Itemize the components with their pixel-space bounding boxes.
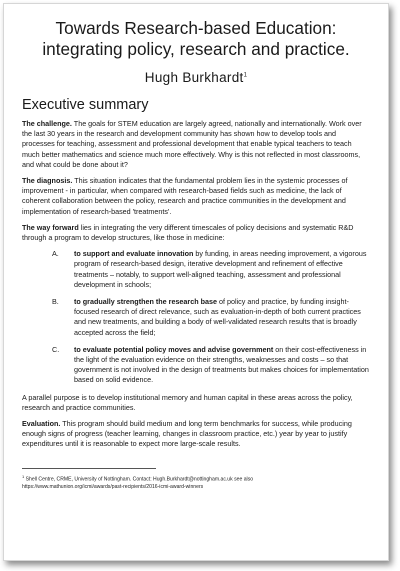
document-page	[3, 3, 389, 561]
list-item: A. to support and evaluate innovation by funding, in areas needing improvement, a vigorous program of research-based design, iterative development and refinement of effective treatments – notably, to support well-aligned teaching, assessment and professional development in schools;	[52, 249, 367, 289]
list-marker: A.	[52, 249, 59, 259]
title-line-1: Towards Research-based Education:	[55, 18, 337, 38]
list-marker: C.	[52, 344, 60, 354]
paragraph-evaluation: Evaluation. This program should build medium and long term benchmarks for success, while producing enough signs of progress (teacher learning, changes in classroom practice, etc.) year by year to justify expenditures until it is reasonable to expect more large-scale results.	[22, 419, 352, 449]
title-line-2: integrating policy, research and practice.	[42, 39, 350, 59]
paragraph-parallel-purpose: A parallel purpose is to develop institutional memory and human capital in these areas across the policy, research and practice communities.	[22, 392, 353, 412]
structures-list	[22, 249, 370, 385]
paragraph-challenge: The challenge. The goals for STEM education are largely agreed, nationally and internationally. Work over the last 30 years in the research and development community has shown how to develop tools and processes for teaching, assessment and professional development that enable typical teachers to teach much better mathematics and science much more effectively. Why is this not reflected in most classrooms, and what could be done about it?	[22, 119, 362, 169]
list-item: C. to evaluate potential policy moves and advise government on their cost-effectiveness in the light of the evaluation evidence on their strengths, weaknesses and costs – so that government is not involved in the design of treatments but makes choices for implementation based on solid evidence.	[52, 344, 369, 385]
footnote: $^1$ Shell Centre, CRME, University of Nottingham. Contact: Hugh.Burkhardt@nottingham.ac.uk see also https://www.mathunion.org/icmi/awards/past-recipients/2016-icmi-award-winners	[22, 473, 254, 491]
paragraph-diagnosis: The diagnosis. This situation indicates that the fundamental problem lies in the systemic processes of improvement - in particular, when compared with research-based fields such as medicine, the lack of coherent collaboration between the policy, research and practice communities in the development and implementation of research-based 'treatments'.	[22, 176, 348, 216]
author-name: Hugh Burkhardt$^1$	[144, 70, 248, 85]
footnote-mark: 1	[22, 473, 25, 479]
author-footnote-mark: 1	[243, 72, 248, 79]
list-marker: B.	[52, 297, 59, 307]
section-heading: Executive summary	[22, 97, 149, 113]
footnote-link[interactable]: https://www.mathunion.org/icmi/awards/past-recipients/2016-icmi-award-winners	[22, 484, 204, 491]
list-item: B. to gradually strengthen the research base of policy and practice, by funding insight-focused research of direct relevance, such as evaluation-in-depth of both current practices and new treatments, and building a body of well-validated research results that is broadly accepted across the field;	[52, 297, 361, 337]
document-title	[22, 18, 370, 60]
footnote-divider	[22, 468, 156, 469]
paragraph-way-forward: The way forward lies in integrating the very different timescales of policy decisions and systematic R&D through a program to develop structures, like those in medicine:	[22, 222, 354, 243]
